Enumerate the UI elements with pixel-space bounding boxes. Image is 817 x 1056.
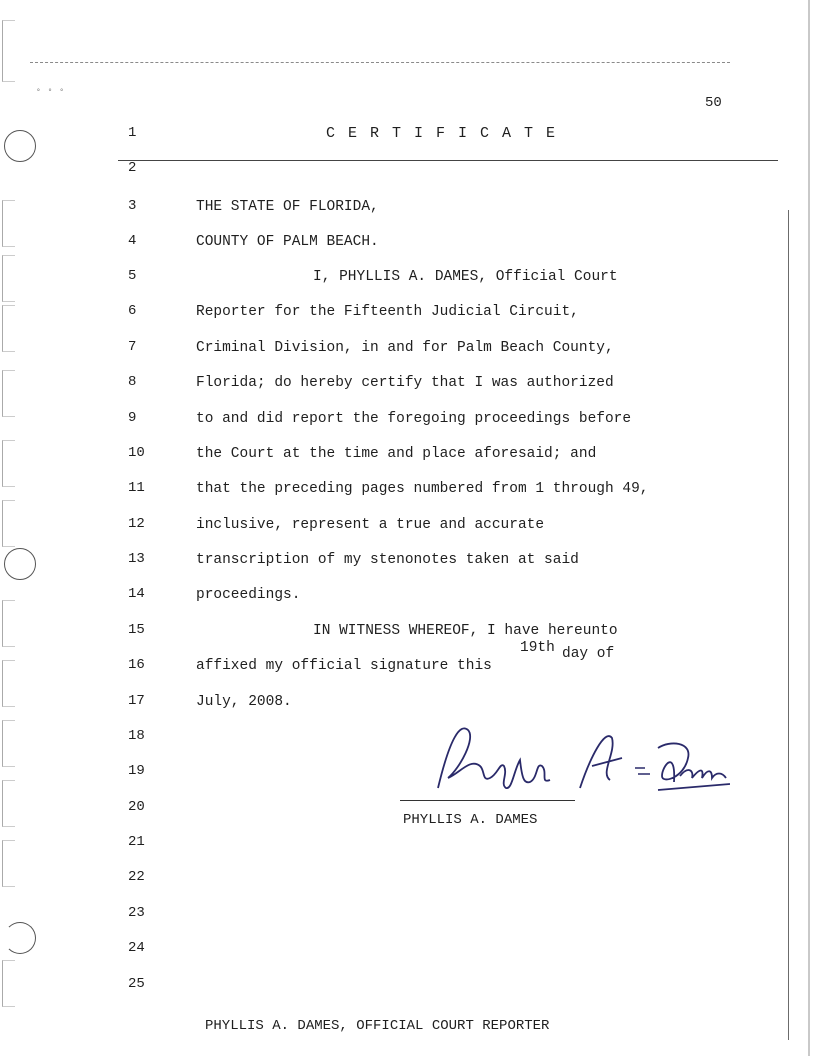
line-number: 21 — [128, 834, 145, 850]
line-text: Reporter for the Fifteenth Judicial Circuit, — [196, 304, 579, 320]
line-number: 9 — [128, 410, 137, 426]
line-text: inclusive, represent a true and accurate — [196, 517, 545, 533]
date-line: July, 2008. — [196, 694, 292, 710]
line-number: 14 — [128, 586, 145, 602]
line-text: THE STATE OF FLORIDA, — [196, 199, 379, 215]
line-number: 23 — [128, 905, 145, 921]
title-underline — [118, 160, 778, 161]
page-footer: PHYLLIS A. DAMES, OFFICIAL COURT REPORTER — [205, 1018, 550, 1034]
line-number: 17 — [128, 693, 145, 709]
line-text: that the preceding pages numbered from 1 through 49, — [196, 481, 649, 497]
right-margin-line — [788, 210, 789, 1040]
line-number: 2 — [128, 160, 137, 176]
line-number: 4 — [128, 233, 137, 249]
line-text: COUNTY OF PALM BEACH. — [196, 234, 379, 250]
line-number: 5 — [128, 268, 137, 284]
handwritten-signature — [430, 718, 730, 798]
document-title: C E R T I F I C A T E — [325, 125, 558, 142]
line-number: 24 — [128, 940, 145, 956]
punch-hole — [4, 548, 36, 580]
line-number: 12 — [128, 516, 145, 532]
line-number: 19 — [128, 763, 145, 779]
scan-specks: ° ° ° — [36, 88, 66, 97]
line-text: the Court at the time and place aforesaid; and — [196, 446, 597, 462]
line-text: Criminal Division, in and for Palm Beach County, — [196, 340, 614, 356]
line-text: affixed my official signature this — [196, 658, 492, 674]
line-number: 22 — [128, 869, 145, 885]
line-number: 11 — [128, 480, 145, 496]
line-number: 1 — [128, 125, 137, 141]
line-number: 25 — [128, 976, 145, 992]
line-text: Florida; do hereby certify that I was authorized — [196, 375, 614, 391]
signature-day-suffix: day of — [562, 646, 615, 662]
line-text: to and did report the foregoing proceedings before — [196, 411, 632, 427]
line-number: 3 — [128, 198, 137, 214]
line-number: 7 — [128, 339, 137, 355]
line-number: 15 — [128, 622, 145, 638]
line-number: 6 — [128, 303, 137, 319]
signature-line — [400, 800, 575, 801]
line-number: 8 — [128, 374, 137, 390]
line-number: 13 — [128, 551, 145, 567]
signer-name: PHYLLIS A. DAMES — [403, 812, 538, 828]
line-text: transcription of my stenonotes taken at said — [196, 552, 579, 568]
line-number: 20 — [128, 799, 145, 815]
scan-top-rule — [30, 62, 730, 63]
page-number: 50 — [705, 95, 722, 111]
line-text: I, PHYLLIS A. DAMES, Official Court — [313, 269, 618, 285]
line-number: 10 — [128, 445, 145, 461]
scan-right-edge — [808, 0, 810, 1056]
line-number: 18 — [128, 728, 145, 744]
signature-day: 19th — [520, 640, 555, 656]
line-number: 16 — [128, 657, 145, 673]
punch-hole — [4, 922, 36, 954]
line-text: proceedings. — [196, 587, 301, 603]
line-text: IN WITNESS WHEREOF, I have hereunto — [313, 623, 618, 639]
